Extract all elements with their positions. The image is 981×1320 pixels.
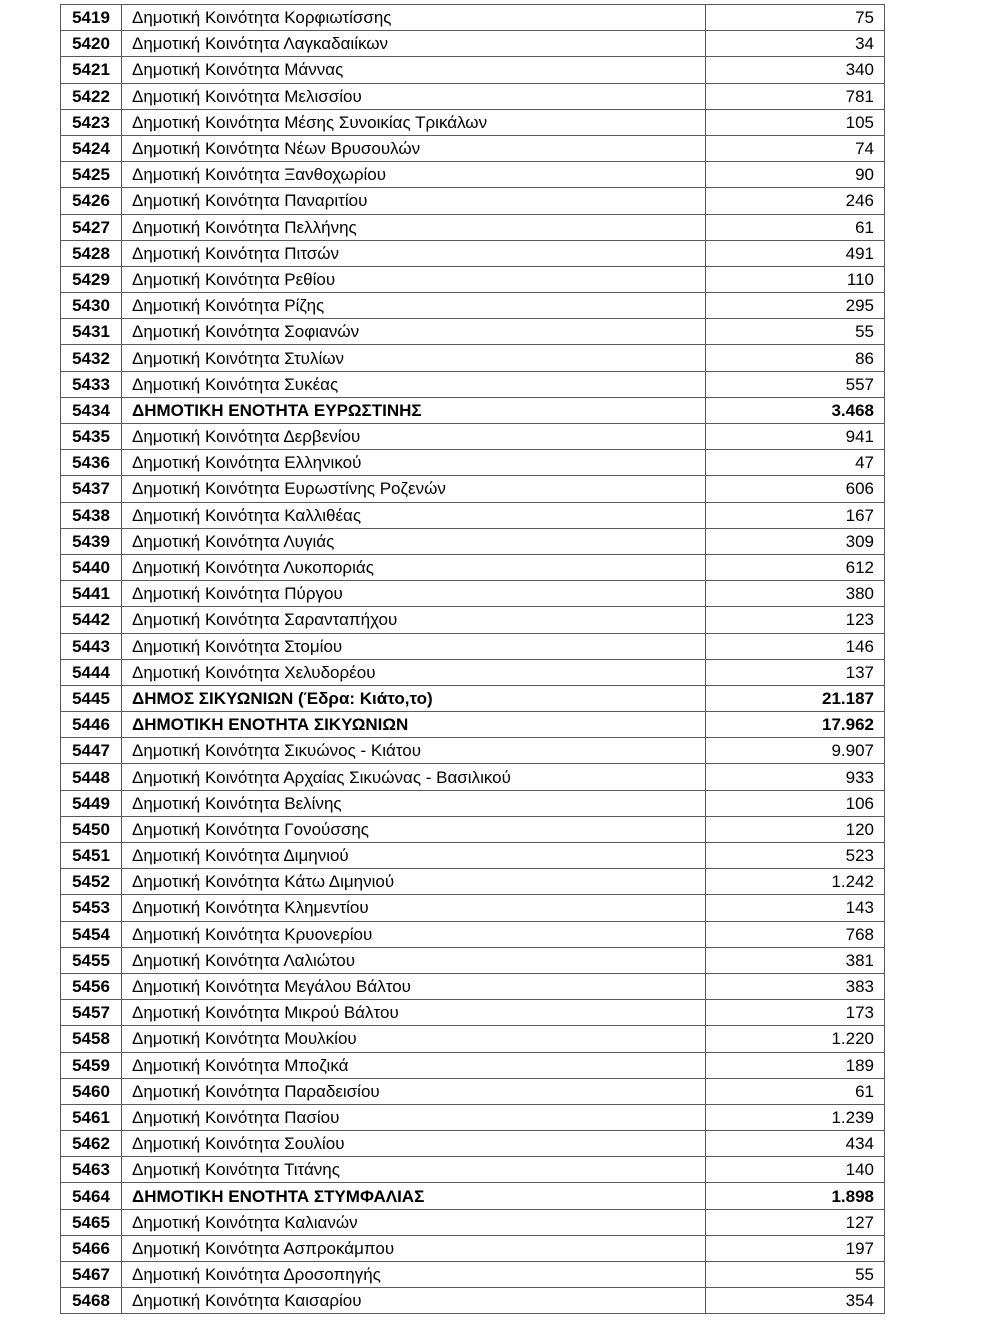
row-name: Δημοτική Κοινότητα Σοφιανών <box>122 319 706 345</box>
row-code: 5447 <box>61 738 122 764</box>
row-value: 34 <box>706 31 885 57</box>
row-value: 9.907 <box>706 738 885 764</box>
table-row <box>61 816 885 842</box>
row-code: 5436 <box>61 450 122 476</box>
row-value: 86 <box>706 345 885 371</box>
row-value: 1.242 <box>706 869 885 895</box>
table-row <box>61 345 885 371</box>
row-name: Δημοτική Κοινότητα Ευρωστίνης Ροζενών <box>122 476 706 502</box>
row-value: 781 <box>706 83 885 109</box>
row-name: Δημοτική Κοινότητα Κρυονερίου <box>122 921 706 947</box>
row-code: 5441 <box>61 581 122 607</box>
row-code: 5425 <box>61 162 122 188</box>
table-row <box>61 659 885 685</box>
table-row <box>61 843 885 869</box>
row-name: Δημοτική Κοινότητα Ασπροκάμπου <box>122 1235 706 1261</box>
table-row <box>61 5 885 31</box>
row-code: 5422 <box>61 83 122 109</box>
table-row <box>61 502 885 528</box>
row-code: 5456 <box>61 973 122 999</box>
row-value: 74 <box>706 135 885 161</box>
row-code: 5430 <box>61 293 122 319</box>
table-row-subtotal <box>61 685 885 711</box>
table-row <box>61 57 885 83</box>
row-name: Δημοτική Κοινότητα Χελυδορέου <box>122 659 706 685</box>
row-code: 5432 <box>61 345 122 371</box>
row-value: 557 <box>706 371 885 397</box>
row-value: 61 <box>706 214 885 240</box>
row-value: 17.962 <box>706 712 885 738</box>
row-name: Δημοτική Κοινότητα Δροσοπηγής <box>122 1262 706 1288</box>
table-row <box>61 554 885 580</box>
row-value: 1.239 <box>706 1104 885 1130</box>
row-code: 5427 <box>61 214 122 240</box>
row-name: Δημοτική Κοινότητα Μεγάλου Βάλτου <box>122 973 706 999</box>
table-row <box>61 921 885 947</box>
table-row <box>61 214 885 240</box>
row-code: 5431 <box>61 319 122 345</box>
row-value: 106 <box>706 790 885 816</box>
row-value: 1.898 <box>706 1183 885 1209</box>
document-page <box>60 4 884 1314</box>
row-code: 5468 <box>61 1288 122 1314</box>
row-name: Δημοτική Κοινότητα Σικυώνος - Κιάτου <box>122 738 706 764</box>
table-body <box>61 5 885 1314</box>
row-code: 5465 <box>61 1209 122 1235</box>
table-row <box>61 790 885 816</box>
table-row <box>61 764 885 790</box>
row-value: 612 <box>706 554 885 580</box>
table-row <box>61 83 885 109</box>
row-code: 5458 <box>61 1026 122 1052</box>
row-value: 1.220 <box>706 1026 885 1052</box>
row-value: 606 <box>706 476 885 502</box>
row-value: 105 <box>706 109 885 135</box>
row-name: Δημοτική Κοινότητα Λαγκαδαιίκων <box>122 31 706 57</box>
row-value: 21.187 <box>706 685 885 711</box>
row-name: ΔΗΜΟΤΙΚΗ ΕΝΟΤΗΤΑ ΣΤΥΜΦΑΛΙΑΣ <box>122 1183 706 1209</box>
table-row <box>61 371 885 397</box>
row-name: Δημοτική Κοινότητα Κορφιωτίσσης <box>122 5 706 31</box>
table-row-subtotal <box>61 1183 885 1209</box>
row-value: 127 <box>706 1209 885 1235</box>
row-name: Δημοτική Κοινότητα Μελισσίου <box>122 83 706 109</box>
table-row <box>61 607 885 633</box>
table-row <box>61 528 885 554</box>
row-code: 5435 <box>61 424 122 450</box>
row-value: 197 <box>706 1235 885 1261</box>
row-code: 5419 <box>61 5 122 31</box>
row-code: 5440 <box>61 554 122 580</box>
population-table <box>60 4 885 1314</box>
row-name: Δημοτική Κοινότητα Διμηνιού <box>122 843 706 869</box>
row-code: 5460 <box>61 1078 122 1104</box>
row-name: Δημοτική Κοινότητα Μουλκίου <box>122 1026 706 1052</box>
row-code: 5466 <box>61 1235 122 1261</box>
table-row <box>61 266 885 292</box>
row-name: Δημοτική Κοινότητα Ελληνικού <box>122 450 706 476</box>
row-value: 340 <box>706 57 885 83</box>
row-value: 354 <box>706 1288 885 1314</box>
row-code: 5461 <box>61 1104 122 1130</box>
table-row <box>61 109 885 135</box>
row-name: ΔΗΜΟΣ ΣΙΚΥΩΝΙΩΝ (Έδρα: Κιάτο,το) <box>122 685 706 711</box>
row-value: 123 <box>706 607 885 633</box>
row-code: 5421 <box>61 57 122 83</box>
row-name: Δημοτική Κοινότητα Γονούσσης <box>122 816 706 842</box>
row-code: 5452 <box>61 869 122 895</box>
row-code: 5428 <box>61 240 122 266</box>
row-value: 434 <box>706 1131 885 1157</box>
row-name: Δημοτική Κοινότητα Μικρού Βάλτου <box>122 1000 706 1026</box>
table-row <box>61 738 885 764</box>
row-code: 5449 <box>61 790 122 816</box>
table-row <box>61 135 885 161</box>
row-code: 5455 <box>61 947 122 973</box>
row-value: 941 <box>706 424 885 450</box>
table-row <box>61 450 885 476</box>
row-name: Δημοτική Κοινότητα Παναριτίου <box>122 188 706 214</box>
table-row <box>61 1000 885 1026</box>
table-row <box>61 1262 885 1288</box>
row-code: 5446 <box>61 712 122 738</box>
table-row <box>61 1026 885 1052</box>
row-value: 137 <box>706 659 885 685</box>
row-value: 309 <box>706 528 885 554</box>
table-row <box>61 1104 885 1130</box>
row-value: 167 <box>706 502 885 528</box>
row-code: 5439 <box>61 528 122 554</box>
row-name: Δημοτική Κοινότητα Ρεθίου <box>122 266 706 292</box>
row-name: Δημοτική Κοινότητα Μέσης Συνοικίας Τρικάλων <box>122 109 706 135</box>
table-row <box>61 240 885 266</box>
row-name: Δημοτική Κοινότητα Δερβενίου <box>122 424 706 450</box>
row-code: 5448 <box>61 764 122 790</box>
row-name: ΔΗΜΟΤΙΚΗ ΕΝΟΤΗΤΑ ΣΙΚΥΩΝΙΩΝ <box>122 712 706 738</box>
table-row <box>61 293 885 319</box>
row-name: Δημοτική Κοινότητα Στομίου <box>122 633 706 659</box>
row-name: ΔΗΜΟΤΙΚΗ ΕΝΟΤΗΤΑ ΕΥΡΩΣΤΙΝΗΣ <box>122 397 706 423</box>
row-code: 5464 <box>61 1183 122 1209</box>
table-row <box>61 1052 885 1078</box>
table-row <box>61 1235 885 1261</box>
row-code: 5426 <box>61 188 122 214</box>
row-value: 173 <box>706 1000 885 1026</box>
row-value: 55 <box>706 319 885 345</box>
row-value: 120 <box>706 816 885 842</box>
row-name: Δημοτική Κοινότητα Ξανθοχωρίου <box>122 162 706 188</box>
row-code: 5463 <box>61 1157 122 1183</box>
row-code: 5438 <box>61 502 122 528</box>
table-row <box>61 869 885 895</box>
row-name: Δημοτική Κοινότητα Κάτω Διμηνιού <box>122 869 706 895</box>
table-row <box>61 581 885 607</box>
row-value: 3.468 <box>706 397 885 423</box>
row-name: Δημοτική Κοινότητα Ρίζης <box>122 293 706 319</box>
row-value: 110 <box>706 266 885 292</box>
table-row <box>61 162 885 188</box>
row-code: 5420 <box>61 31 122 57</box>
table-row <box>61 1078 885 1104</box>
table-row <box>61 424 885 450</box>
row-name: Δημοτική Κοινότητα Βελίνης <box>122 790 706 816</box>
row-name: Δημοτική Κοινότητα Μποζικά <box>122 1052 706 1078</box>
row-name: Δημοτική Κοινότητα Λαλιώτου <box>122 947 706 973</box>
row-name: Δημοτική Κοινότητα Σαρανταπήχου <box>122 607 706 633</box>
row-code: 5451 <box>61 843 122 869</box>
row-name: Δημοτική Κοινότητα Πελλήνης <box>122 214 706 240</box>
row-name: Δημοτική Κοινότητα Καλλιθέας <box>122 502 706 528</box>
row-code: 5442 <box>61 607 122 633</box>
row-name: Δημοτική Κοινότητα Λυκοποριάς <box>122 554 706 580</box>
table-row <box>61 947 885 973</box>
row-value: 140 <box>706 1157 885 1183</box>
row-value: 295 <box>706 293 885 319</box>
table-row <box>61 1157 885 1183</box>
table-row <box>61 319 885 345</box>
row-name: Δημοτική Κοινότητα Μάννας <box>122 57 706 83</box>
row-code: 5443 <box>61 633 122 659</box>
row-value: 143 <box>706 895 885 921</box>
table-row <box>61 1209 885 1235</box>
row-code: 5434 <box>61 397 122 423</box>
row-name: Δημοτική Κοινότητα Αρχαίας Σικυώνας - Βασιλικού <box>122 764 706 790</box>
row-value: 47 <box>706 450 885 476</box>
table-row <box>61 973 885 999</box>
row-code: 5437 <box>61 476 122 502</box>
row-value: 523 <box>706 843 885 869</box>
row-value: 491 <box>706 240 885 266</box>
row-value: 933 <box>706 764 885 790</box>
row-code: 5445 <box>61 685 122 711</box>
row-value: 90 <box>706 162 885 188</box>
table-row <box>61 633 885 659</box>
row-value: 380 <box>706 581 885 607</box>
row-name: Δημοτική Κοινότητα Κλημεντίου <box>122 895 706 921</box>
table-row <box>61 476 885 502</box>
row-code: 5462 <box>61 1131 122 1157</box>
row-name: Δημοτική Κοινότητα Πιτσών <box>122 240 706 266</box>
row-code: 5453 <box>61 895 122 921</box>
row-value: 768 <box>706 921 885 947</box>
row-name: Δημοτική Κοινότητα Τιτάνης <box>122 1157 706 1183</box>
row-name: Δημοτική Κοινότητα Στυλίων <box>122 345 706 371</box>
row-name: Δημοτική Κοινότητα Καλιανών <box>122 1209 706 1235</box>
row-value: 381 <box>706 947 885 973</box>
table-row <box>61 188 885 214</box>
row-code: 5454 <box>61 921 122 947</box>
row-code: 5429 <box>61 266 122 292</box>
row-value: 61 <box>706 1078 885 1104</box>
row-name: Δημοτική Κοινότητα Καισαρίου <box>122 1288 706 1314</box>
row-value: 146 <box>706 633 885 659</box>
table-row <box>61 1131 885 1157</box>
row-name: Δημοτική Κοινότητα Νέων Βρυσουλών <box>122 135 706 161</box>
row-code: 5467 <box>61 1262 122 1288</box>
row-code: 5423 <box>61 109 122 135</box>
table-row <box>61 31 885 57</box>
table-row <box>61 1288 885 1314</box>
row-code: 5459 <box>61 1052 122 1078</box>
row-value: 189 <box>706 1052 885 1078</box>
row-code: 5457 <box>61 1000 122 1026</box>
row-name: Δημοτική Κοινότητα Πασίου <box>122 1104 706 1130</box>
row-value: 383 <box>706 973 885 999</box>
row-value: 75 <box>706 5 885 31</box>
row-name: Δημοτική Κοινότητα Σουλίου <box>122 1131 706 1157</box>
table-row-subtotal <box>61 712 885 738</box>
row-name: Δημοτική Κοινότητα Λυγιάς <box>122 528 706 554</box>
row-code: 5450 <box>61 816 122 842</box>
row-value: 55 <box>706 1262 885 1288</box>
row-code: 5424 <box>61 135 122 161</box>
row-name: Δημοτική Κοινότητα Συκέας <box>122 371 706 397</box>
row-name: Δημοτική Κοινότητα Πύργου <box>122 581 706 607</box>
row-value: 246 <box>706 188 885 214</box>
row-code: 5433 <box>61 371 122 397</box>
table-row <box>61 895 885 921</box>
row-name: Δημοτική Κοινότητα Παραδεισίου <box>122 1078 706 1104</box>
table-row-subtotal <box>61 397 885 423</box>
row-code: 5444 <box>61 659 122 685</box>
